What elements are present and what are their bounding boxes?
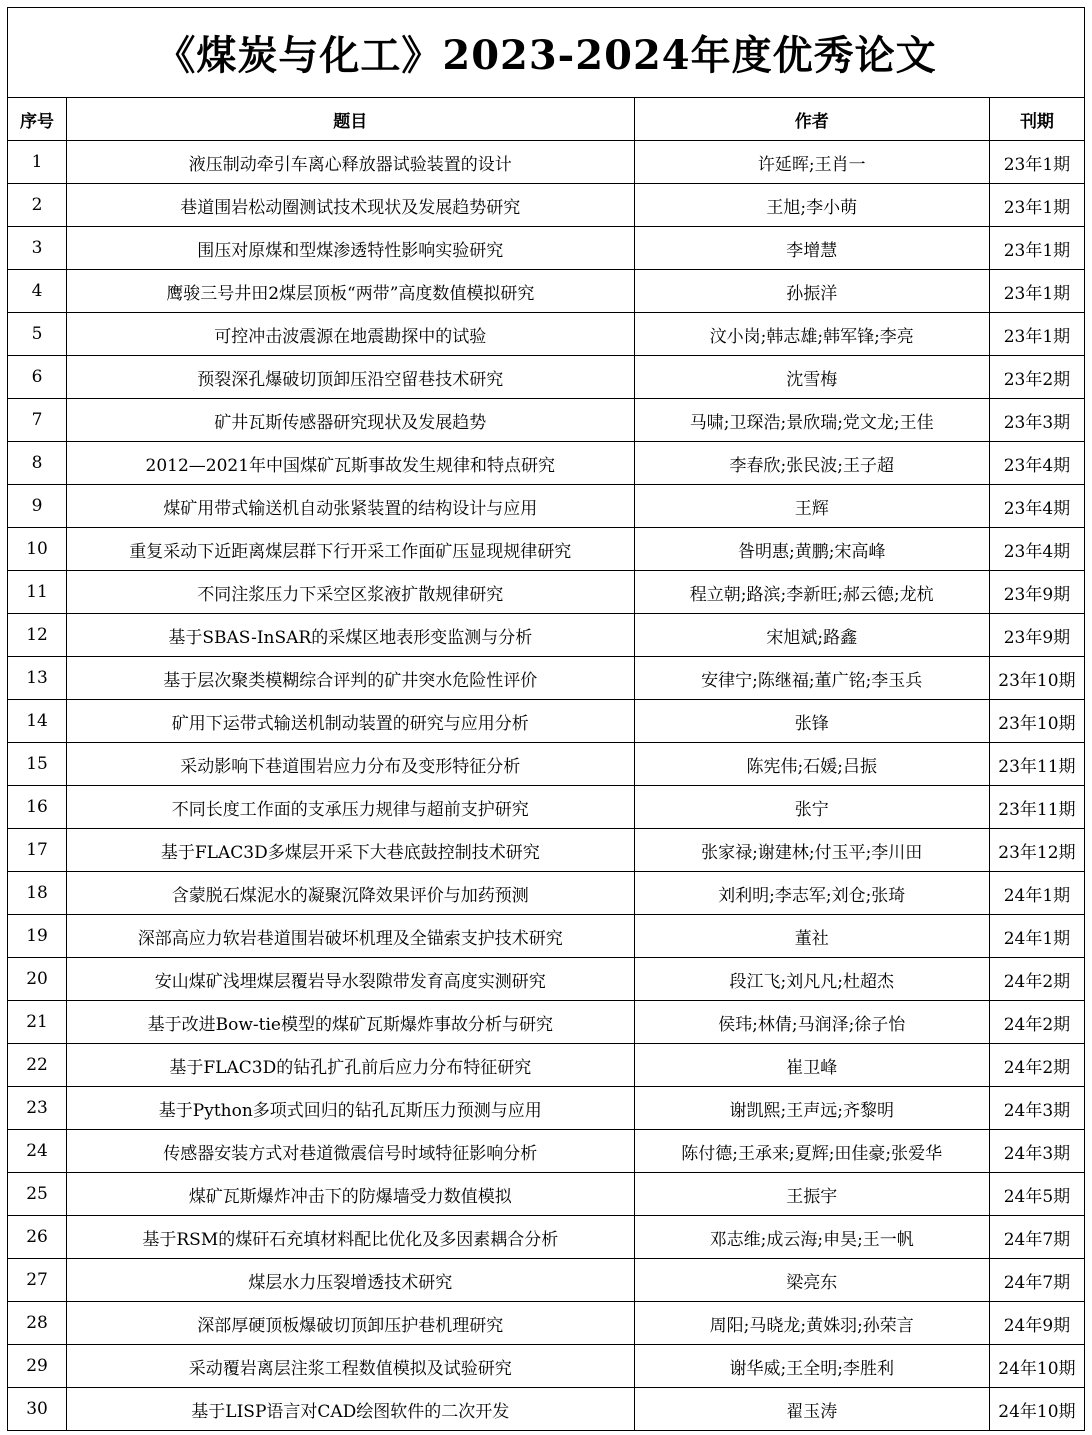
- cell-issue: 24年10期: [989, 1388, 1084, 1431]
- table-row: [8, 1345, 1085, 1388]
- cell-title: 鹰骏三号井田2煤层顶板“两带”高度数值模拟研究: [67, 270, 635, 313]
- cell-title: 可控冲击波震源在地震勘探中的试验: [67, 313, 635, 356]
- table-row: [8, 356, 1085, 399]
- cell-author: 汶小岗;韩志雄;韩军锋;李亮: [634, 313, 989, 356]
- cell-no: 30: [8, 1388, 67, 1431]
- cell-issue: 23年1期: [989, 141, 1084, 184]
- cell-no: 2: [8, 184, 67, 227]
- header-no: 序号: [8, 98, 67, 141]
- table-row: [8, 141, 1085, 184]
- cell-title: 安山煤矿浅埋煤层覆岩导水裂隙带发育高度实测研究: [67, 958, 635, 1001]
- cell-issue: 23年1期: [989, 227, 1084, 270]
- table-row: [8, 958, 1085, 1001]
- cell-title: 基于Python多项式回归的钻孔瓦斯压力预测与应用: [67, 1087, 635, 1130]
- table-row: [8, 528, 1085, 571]
- table-row: [8, 614, 1085, 657]
- cell-issue: 23年11期: [989, 743, 1084, 786]
- cell-issue: 23年1期: [989, 184, 1084, 227]
- cell-issue: 23年10期: [989, 700, 1084, 743]
- cell-author: 侯玮;林倩;马润泽;徐子怡: [634, 1001, 989, 1044]
- cell-no: 9: [8, 485, 67, 528]
- table-row: [8, 1173, 1085, 1216]
- table-row: [8, 571, 1085, 614]
- cell-author: 周阳;马晓龙;黄姝羽;孙荣言: [634, 1302, 989, 1345]
- table-row: [8, 1087, 1085, 1130]
- cell-no: 19: [8, 915, 67, 958]
- cell-no: 4: [8, 270, 67, 313]
- cell-title: 煤层水力压裂增透技术研究: [67, 1259, 635, 1302]
- cell-title: 不同注浆压力下采空区浆液扩散规律研究: [67, 571, 635, 614]
- cell-issue: 23年4期: [989, 485, 1084, 528]
- cell-no: 21: [8, 1001, 67, 1044]
- cell-author: 王振宇: [634, 1173, 989, 1216]
- cell-no: 1: [8, 141, 67, 184]
- table-row: [8, 227, 1085, 270]
- cell-issue: 24年1期: [989, 872, 1084, 915]
- table-row: [8, 915, 1085, 958]
- cell-author: 崔卫峰: [634, 1044, 989, 1087]
- table-row: [8, 872, 1085, 915]
- cell-title: 基于改进Bow-tie模型的煤矿瓦斯爆炸事故分析与研究: [67, 1001, 635, 1044]
- cell-author: 张锋: [634, 700, 989, 743]
- table-row: [8, 1044, 1085, 1087]
- cell-no: 26: [8, 1216, 67, 1259]
- cell-issue: 23年1期: [989, 313, 1084, 356]
- cell-no: 12: [8, 614, 67, 657]
- header-title: 题目: [67, 98, 635, 141]
- cell-title: 基于RSM的煤矸石充填材料配比优化及多因素耦合分析: [67, 1216, 635, 1259]
- cell-author: 刘利明;李志军;刘仓;张琦: [634, 872, 989, 915]
- cell-title: 2012—2021年中国煤矿瓦斯事故发生规律和特点研究: [67, 442, 635, 485]
- cell-issue: 23年12期: [989, 829, 1084, 872]
- cell-title: 基于LISP语言对CAD绘图软件的二次开发: [67, 1388, 635, 1431]
- page-title: 《煤炭与化工》2023-2024年度优秀论文: [8, 8, 1085, 98]
- table-row: [8, 1259, 1085, 1302]
- table-row: [8, 399, 1085, 442]
- cell-author: 孙振洋: [634, 270, 989, 313]
- table-row: [8, 743, 1085, 786]
- cell-title: 深部厚硬顶板爆破切顶卸压护巷机理研究: [67, 1302, 635, 1345]
- cell-issue: 23年1期: [989, 270, 1084, 313]
- cell-issue: 24年7期: [989, 1216, 1084, 1259]
- cell-issue: 24年3期: [989, 1130, 1084, 1173]
- cell-title: 围压对原煤和型煤渗透特性影响实验研究: [67, 227, 635, 270]
- cell-no: 23: [8, 1087, 67, 1130]
- cell-author: 马啸;卫琛浩;景欣瑞;党文龙;王佳: [634, 399, 989, 442]
- cell-title: 采动覆岩离层注浆工程数值模拟及试验研究: [67, 1345, 635, 1388]
- cell-issue: 23年4期: [989, 442, 1084, 485]
- table-row: [8, 1001, 1085, 1044]
- cell-no: 16: [8, 786, 67, 829]
- cell-issue: 23年4期: [989, 528, 1084, 571]
- cell-author: 谢凯熙;王声远;齐黎明: [634, 1087, 989, 1130]
- cell-issue: 24年3期: [989, 1087, 1084, 1130]
- cell-title: 基于层次聚类模糊综合评判的矿井突水危险性评价: [67, 657, 635, 700]
- cell-author: 张宁: [634, 786, 989, 829]
- cell-issue: 24年2期: [989, 958, 1084, 1001]
- cell-author: 谢华威;王全明;李胜利: [634, 1345, 989, 1388]
- cell-author: 段江飞;刘凡凡;杜超杰: [634, 958, 989, 1001]
- table-row: [8, 1130, 1085, 1173]
- cell-issue: 24年1期: [989, 915, 1084, 958]
- cell-author: 昝明惠;黄鹏;宋高峰: [634, 528, 989, 571]
- cell-author: 李春欣;张民波;王子超: [634, 442, 989, 485]
- table-row: [8, 1216, 1085, 1259]
- table-row: [8, 700, 1085, 743]
- table-row: [8, 184, 1085, 227]
- cell-title: 矿用下运带式输送机制动装置的研究与应用分析: [67, 700, 635, 743]
- table-body: [8, 141, 1085, 1431]
- cell-issue: 23年3期: [989, 399, 1084, 442]
- cell-title: 预裂深孔爆破切顶卸压沿空留巷技术研究: [67, 356, 635, 399]
- cell-no: 14: [8, 700, 67, 743]
- cell-author: 张家禄;谢建林;付玉平;李川田: [634, 829, 989, 872]
- cell-no: 13: [8, 657, 67, 700]
- cell-title: 基于FLAC3D的钻孔扩孔前后应力分布特征研究: [67, 1044, 635, 1087]
- table-row: [8, 829, 1085, 872]
- cell-title: 巷道围岩松动圈测试技术现状及发展趋势研究: [67, 184, 635, 227]
- cell-no: 3: [8, 227, 67, 270]
- cell-title: 传感器安装方式对巷道微震信号时域特征影响分析: [67, 1130, 635, 1173]
- cell-author: 许延晖;王肖一: [634, 141, 989, 184]
- table-row: [8, 485, 1085, 528]
- cell-no: 15: [8, 743, 67, 786]
- cell-title: 采动影响下巷道围岩应力分布及变形特征分析: [67, 743, 635, 786]
- table-row: [8, 1388, 1085, 1431]
- header-author: 作者: [634, 98, 989, 141]
- table-row: [8, 270, 1085, 313]
- cell-issue: 24年5期: [989, 1173, 1084, 1216]
- cell-author: 李增慧: [634, 227, 989, 270]
- cell-author: 王辉: [634, 485, 989, 528]
- cell-title: 含蒙脱石煤泥水的凝聚沉降效果评价与加药预测: [67, 872, 635, 915]
- cell-no: 11: [8, 571, 67, 614]
- table-row: [8, 313, 1085, 356]
- cell-author: 董社: [634, 915, 989, 958]
- cell-issue: 23年2期: [989, 356, 1084, 399]
- cell-title: 液压制动牵引车离心释放器试验装置的设计: [67, 141, 635, 184]
- cell-title: 基于SBAS-InSAR的采煤区地表形变监测与分析: [67, 614, 635, 657]
- cell-author: 沈雪梅: [634, 356, 989, 399]
- cell-no: 5: [8, 313, 67, 356]
- cell-author: 安律宁;陈继福;董广铭;李玉兵: [634, 657, 989, 700]
- cell-no: 6: [8, 356, 67, 399]
- cell-author: 陈付德;王承来;夏辉;田佳豪;张爱华: [634, 1130, 989, 1173]
- cell-no: 25: [8, 1173, 67, 1216]
- cell-author: 梁亮东: [634, 1259, 989, 1302]
- cell-issue: 23年10期: [989, 657, 1084, 700]
- cell-no: 20: [8, 958, 67, 1001]
- cell-issue: 24年7期: [989, 1259, 1084, 1302]
- header-row: [8, 98, 1085, 141]
- cell-title: 煤矿瓦斯爆炸冲击下的防爆墙受力数值模拟: [67, 1173, 635, 1216]
- cell-title: 煤矿用带式输送机自动张紧装置的结构设计与应用: [67, 485, 635, 528]
- cell-issue: 23年11期: [989, 786, 1084, 829]
- cell-author: 陈宪伟;石媛;吕振: [634, 743, 989, 786]
- cell-author: 宋旭斌;路鑫: [634, 614, 989, 657]
- cell-no: 18: [8, 872, 67, 915]
- cell-author: 程立朝;路滨;李新旺;郝云德;龙杭: [634, 571, 989, 614]
- papers-table: [7, 7, 1085, 1431]
- table-row: [8, 786, 1085, 829]
- cell-author: 邓志维;成云海;申昊;王一帆: [634, 1216, 989, 1259]
- cell-title: 重复采动下近距离煤层群下行开采工作面矿压显现规律研究: [67, 528, 635, 571]
- cell-no: 8: [8, 442, 67, 485]
- cell-title: 基于FLAC3D多煤层开采下大巷底鼓控制技术研究: [67, 829, 635, 872]
- cell-issue: 24年10期: [989, 1345, 1084, 1388]
- cell-issue: 23年9期: [989, 614, 1084, 657]
- table-row: [8, 657, 1085, 700]
- cell-author: 王旭;李小萌: [634, 184, 989, 227]
- cell-no: 27: [8, 1259, 67, 1302]
- cell-no: 7: [8, 399, 67, 442]
- table-row: [8, 1302, 1085, 1345]
- cell-title: 矿井瓦斯传感器研究现状及发展趋势: [67, 399, 635, 442]
- cell-no: 10: [8, 528, 67, 571]
- cell-no: 29: [8, 1345, 67, 1388]
- cell-title: 深部高应力软岩巷道围岩破坏机理及全锚索支护技术研究: [67, 915, 635, 958]
- cell-issue: 24年2期: [989, 1001, 1084, 1044]
- cell-no: 28: [8, 1302, 67, 1345]
- cell-no: 22: [8, 1044, 67, 1087]
- cell-issue: 23年9期: [989, 571, 1084, 614]
- cell-author: 翟玉涛: [634, 1388, 989, 1431]
- cell-issue: 24年2期: [989, 1044, 1084, 1087]
- cell-issue: 24年9期: [989, 1302, 1084, 1345]
- table-row: [8, 442, 1085, 485]
- cell-no: 24: [8, 1130, 67, 1173]
- cell-title: 不同长度工作面的支承压力规律与超前支护研究: [67, 786, 635, 829]
- header-issue: 刊期: [989, 98, 1084, 141]
- cell-no: 17: [8, 829, 67, 872]
